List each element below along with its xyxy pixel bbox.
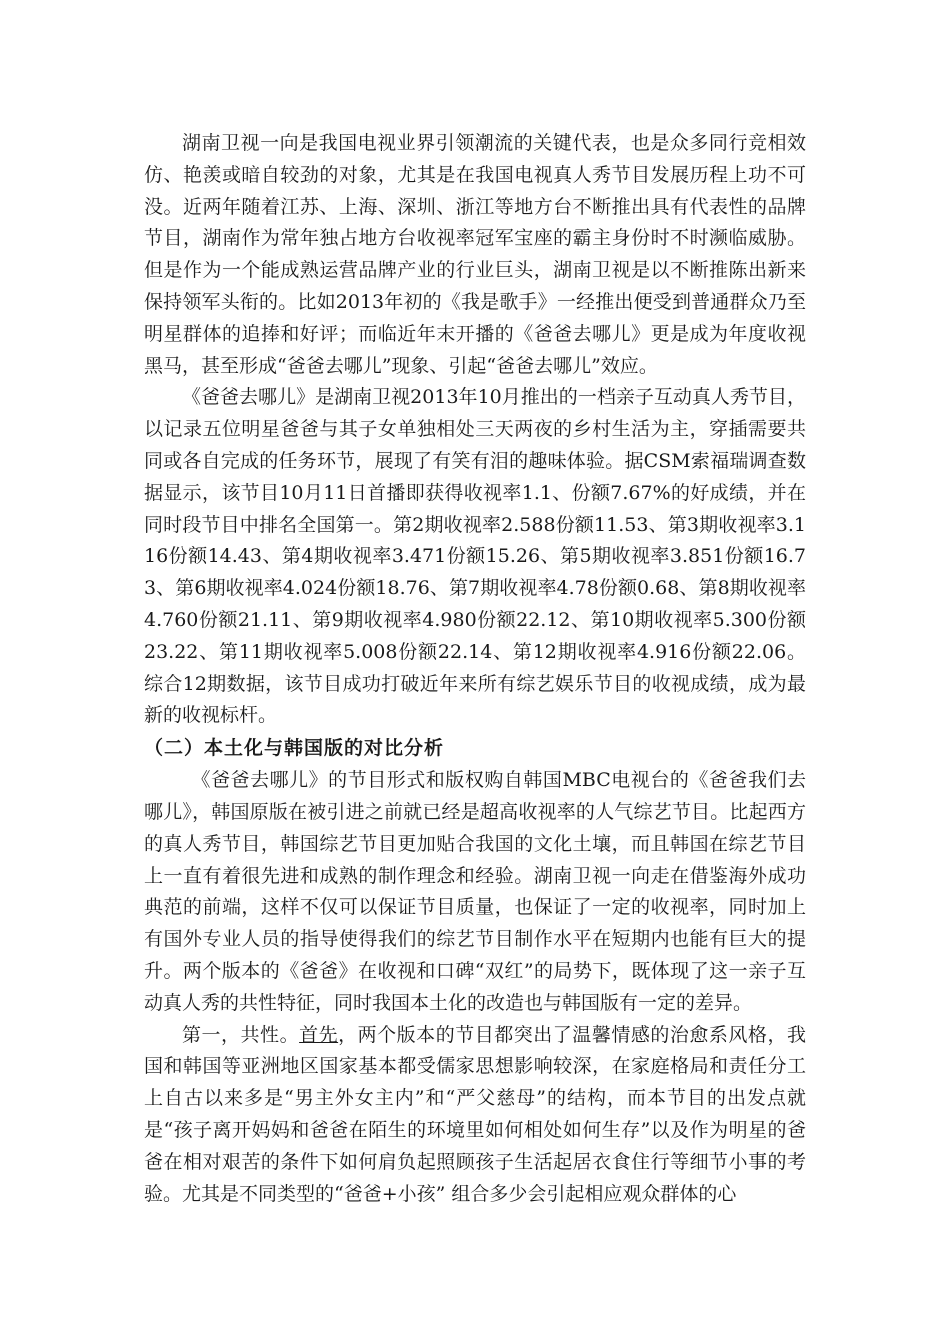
paragraph-ratings-data: 《爸爸去哪儿》是湖南卫视2013年10月推出的一档亲子互动真人秀节目，以记录五位明星爸爸与其子女单独相处三天两夜的乡村生活为主，穿插需要共同或各自完成的任务环节，展现了有笑有泪的趣味体验。据CSM索福瑞调查数据显示，该节目10月11日首播即获得收视率1.1、份额7.67%的好成绩，并在同时段节目中排名全国第一。第2期收视率2.588份额11.53、第3期收视率3.116份额14.43、第4期收视率3.471份额15.26、第5期收视率3.851份额16.73、第6期收视率4.024份额18.76、第7期收视率4.78份额0.68、第8期收视率4.760份额21.11、第9期收视率4.980份额22.12、第10期收视率5.300份额23.22、第11期收视率5.008份额22.14、第12期收视率4.916份额22.06。综合12期数据，该节目成功打破近年来所有综艺娱乐节目的收视成绩，成为最新的收视标杆。	[144, 386, 806, 727]
paragraph-hunan-tv-intro: 湖南卫视一向是我国电视业界引领潮流的关键代表，也是众多同行竞相效仿、艳羡或暗自较劲的对象，尤其是在我国电视真人秀节目发展历程上功不可没。近两年随着江苏、上海、深圳、浙江等地方台不断推出具有代表性的品牌节目，湖南作为常年独占地方台收视率冠军宝座的霸主身份时不时濒临威胁。但是作为一个能成熟运营品牌产业的行业巨头，湖南卫视是以不断推陈出新来保持领军头衔的。比如2013年初的《我是歌手》一经推出便受到普通群众乃至明星群体的追捧和好评；而临近年末开播的《爸爸去哪儿》更是成为年度收视黑马，甚至形成“爸爸去哪儿”现象、引起“爸爸去哪儿”效应。	[144, 132, 806, 377]
commonality-prefix: 第一，共性。	[182, 1023, 300, 1046]
paragraph-korean-version: 《爸爸去哪儿》的节目形式和版权购自韩国MBC电视台的《爸爸我们去哪儿》，韩国原版在被引进之前就已经是超高收视率的人气综艺节目。比起西方的真人秀节目，韩国综艺节目更加贴合我国的文化土壤，而且韩国在综艺节目上一直有着很先进和成熟的制作理念和经验。湖南卫视一向走在借鉴海外成功典范的前端，这样不仅可以保证节目质量，也保证了一定的收视率，同时加上有国外专业人员的指导使得我们的综艺节目制作水平在短期内也能有巨大的提升。两个版本的《爸爸》在收视和口碑“双红”的局势下，既体现了这一亲子互动真人秀的共性特征，同时我国本土化的改造也与韩国版有一定的差异。	[144, 769, 806, 1014]
section-heading: （二）本土化与韩国版的对比分析	[144, 737, 445, 760]
commonality-text: ，两个版本的节目都突出了温馨情感的治愈系风格，我国和韩国等亚洲地区国家基本都受儒家思想影响较深，在家庭格局和责任分工上自古以来多是“男主外女主内”和“严父慈母”的结构，而本节目的出发点就是“孩子离开妈妈和爸爸在陌生的环境里如何相处如何生存”以及作为明星的爸爸在相对艰苦的条件下如何肩负起照顾孩子生活起居衣食住行等细节小事的考验。尤其是不同类型的“爸爸+小孩” 组合多少会引起相应观众群体的心	[144, 1023, 806, 1205]
document-body	[144, 128, 806, 1210]
underlined-first: 首先	[299, 1023, 339, 1046]
paragraph-commonality	[144, 1020, 806, 1211]
